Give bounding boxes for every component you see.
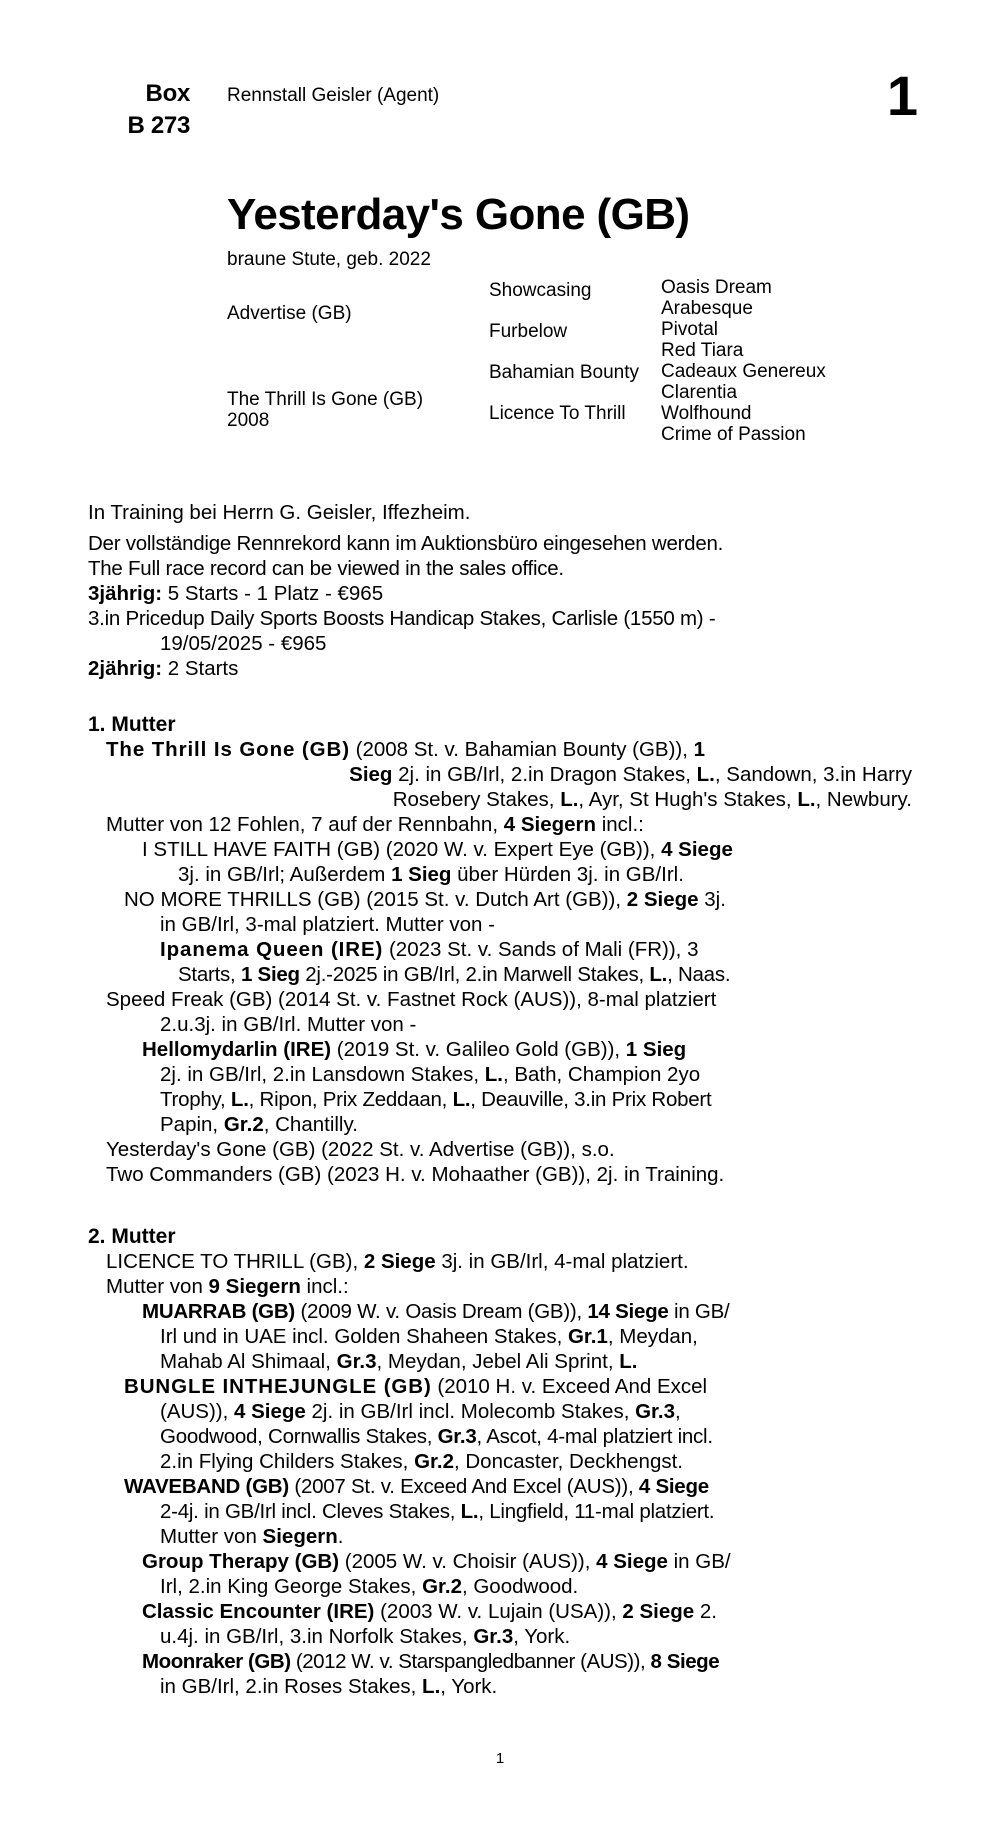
dam1-line4-a: Mutter von 12 Fohlen, 7 auf der Rennbahn, xyxy=(106,813,504,836)
dam1-winners-count: 4 Siegern xyxy=(503,813,597,836)
progeny-text: 2j.-2025 in GB/Irl, 2.in Marwell Stakes, xyxy=(299,963,650,986)
progeny-detail xyxy=(88,862,912,887)
dam2-name: LICENCE TO THRILL (GB), xyxy=(106,1250,364,1273)
progeny-detail xyxy=(88,1399,912,1424)
box-label: Box xyxy=(145,80,190,107)
dam2-name-line xyxy=(88,1249,912,1274)
dam1-name-line xyxy=(88,737,912,762)
pedigree-g3-3: Pivotal xyxy=(661,319,719,340)
progeny-text: , York. xyxy=(513,1625,571,1648)
progeny-wins: 4 Siege xyxy=(661,838,733,861)
progeny-listed: L. xyxy=(619,1350,638,1373)
dam1-wins-word: Sieg xyxy=(349,763,393,786)
progeny-text: Irl, 2.in King George Stakes, xyxy=(160,1575,423,1598)
progeny-wins: 8 Siege xyxy=(650,1650,720,1673)
progeny-detail xyxy=(88,1424,912,1449)
progeny-text: 2j. in GB/Irl incl. Molecomb Stakes, xyxy=(305,1400,636,1423)
progeny-item xyxy=(88,1299,912,1324)
progeny-text: , Goodwood. xyxy=(461,1575,579,1598)
progeny-listed: L. xyxy=(484,1063,503,1086)
dam1-line3-a: Rosebery Stakes, xyxy=(392,788,561,811)
progeny-text: NO MORE THRILLS (GB) (2015 St. v. Dutch Art (GB)), xyxy=(124,888,627,911)
dam1-listed-2: L. xyxy=(560,788,579,811)
page-header xyxy=(0,64,1000,160)
pedigree-dam-year: 2008 xyxy=(227,410,270,431)
box-number: B 273 xyxy=(127,112,190,139)
pedigree-g3-2: Arabesque xyxy=(661,298,753,319)
progeny-detail xyxy=(88,1324,912,1349)
progeny-text: . xyxy=(337,1525,344,1548)
progeny-text: , Lingfield, 11-mal platziert. xyxy=(478,1500,715,1523)
record-3yo-value: 5 Starts - 1 Platz - €965 xyxy=(162,582,384,605)
dam1-line4-b: incl.: xyxy=(596,813,644,836)
lot-number: 1 xyxy=(886,64,918,127)
progeny-wins: 4 Siege xyxy=(596,1550,668,1573)
progeny-wins: 1 Sieg xyxy=(240,963,300,986)
dam1-line2-b: , Sandown, 3.in Harry xyxy=(714,763,912,786)
progeny-text: Irl und in UAE incl. Golden Shaheen Stakes, xyxy=(160,1325,568,1348)
progeny-detail xyxy=(88,1112,912,1137)
pedigree-sire-dam: Furbelow xyxy=(489,321,568,342)
pedigree-g3-5: Cadeaux Genereux xyxy=(661,361,826,382)
progeny-wins: 1 Sieg xyxy=(625,1038,687,1061)
horse-description: braune Stute, geb. 2022 xyxy=(227,249,431,270)
progeny-text: (2007 St. v. Exceed And Excel (AUS)), xyxy=(288,1475,639,1498)
progeny-wins: 2 Siege xyxy=(626,888,699,911)
record-2yo xyxy=(88,656,912,681)
dam2-heading: 2. Mutter xyxy=(88,1225,176,1248)
record-note-en: The Full race record can be viewed in the sales office. xyxy=(88,557,564,580)
progeny-wins: 1 Sieg xyxy=(391,863,452,886)
race-record xyxy=(88,531,912,681)
dam2-text: Mutter von xyxy=(106,1275,209,1298)
record-3yo xyxy=(88,581,912,606)
dam1-heading: 1. Mutter xyxy=(88,713,176,736)
pedigree-dam-sire: Bahamian Bounty xyxy=(489,362,639,383)
progeny-text: in GB/ xyxy=(667,1550,731,1573)
dam1-wins-count: 1 xyxy=(693,738,706,761)
progeny-text: (2003 W. v. Lujain (USA)), xyxy=(374,1600,623,1623)
pedigree-dam-dam: Licence To Thrill xyxy=(489,403,626,424)
progeny-text: , Naas. xyxy=(667,963,731,986)
progeny-name: WAVEBAND (GB) xyxy=(124,1475,289,1498)
dam1-line3-b: , Ayr, St Hugh's Stakes, xyxy=(578,788,798,811)
dam1-section xyxy=(88,713,912,1187)
progeny-item xyxy=(88,1649,912,1674)
progeny-text: , Ripon, Prix Zeddaan, xyxy=(248,1088,453,1111)
progeny-item: Speed Freak (GB) (2014 St. v. Fastnet Rock (AUS)), 8-mal platziert xyxy=(106,988,717,1011)
progeny-group: Gr.3 xyxy=(473,1625,514,1648)
progeny-detail xyxy=(88,1624,912,1649)
progeny-listed: L. xyxy=(460,1500,479,1523)
progeny-text: , Deauville, 3.in Prix Robert xyxy=(470,1088,712,1111)
progeny-listed: L. xyxy=(649,963,668,986)
progeny-text: in GB/Irl, 2.in Roses Stakes, xyxy=(160,1675,423,1698)
progeny-text: (2010 H. v. Exceed And Excel xyxy=(431,1375,708,1398)
progeny-group: Gr.3 xyxy=(437,1425,477,1448)
dam2-text: incl.: xyxy=(300,1275,349,1298)
pedigree-g3-7: Wolfhound xyxy=(661,403,752,424)
progeny-text: 2.in Flying Childers Stakes, xyxy=(160,1450,415,1473)
progeny-detail: in GB/Irl, 3-mal platziert. Mutter von - xyxy=(160,913,495,936)
progeny-text: (2019 St. v. Galileo Gold (GB)), xyxy=(331,1038,626,1061)
progeny-text: 2-4j. in GB/Irl incl. Cleves Stakes, xyxy=(160,1500,461,1523)
dam1-line-4 xyxy=(88,812,912,837)
dam1-line2-a: 2j. in GB/Irl, 2.in Dragon Stakes, xyxy=(392,763,697,786)
pedigree-sire: Advertise (GB) xyxy=(227,303,352,324)
progeny-item xyxy=(88,1549,912,1574)
progeny-text: (2005 W. v. Choisir (AUS)), xyxy=(339,1550,597,1573)
progeny-item xyxy=(88,937,912,962)
pedigree-g3-1: Oasis Dream xyxy=(661,277,772,298)
progeny-group: Gr.2 xyxy=(422,1575,462,1598)
progeny-text: u.4j. in GB/Irl, 3.in Norfolk Stakes, xyxy=(160,1625,474,1648)
progeny-text: , Meydan, Jebel Ali Sprint, xyxy=(376,1350,620,1373)
progeny-text: I STILL HAVE FAITH (GB) (2020 W. v. Expert Eye (GB)), xyxy=(142,838,662,861)
dam2-section xyxy=(88,1225,912,1699)
progeny-text: , xyxy=(674,1400,681,1423)
progeny-text: (2023 St. v. Sands of Mali (FR)), 3 xyxy=(383,938,699,961)
progeny-text: Papin, xyxy=(160,1113,224,1136)
progeny-name: Group Therapy (GB) xyxy=(142,1550,340,1573)
progeny-name: Ipanema Queen (IRE) xyxy=(160,938,384,961)
progeny-detail: 2.u.3j. in GB/Irl. Mutter von - xyxy=(160,1013,417,1036)
dam2-winners-count: 9 Siegern xyxy=(208,1275,301,1298)
progeny-group: Gr.2 xyxy=(223,1113,264,1136)
progeny-detail xyxy=(88,1499,912,1524)
progeny-detail xyxy=(88,1449,912,1474)
progeny-text: Mahab Al Shimaal, xyxy=(160,1350,337,1373)
progeny-listed: L. xyxy=(452,1088,471,1111)
progeny-text: , Chantilly. xyxy=(263,1113,358,1136)
dam2-text: 3j. in GB/Irl, 4-mal platziert. xyxy=(435,1250,689,1273)
pedigree-g3-8: Crime of Passion xyxy=(661,424,806,445)
progeny-text: , Doncaster, Deckhengst. xyxy=(453,1450,684,1473)
record-2yo-label: 2jährig: xyxy=(88,657,163,680)
progeny-name: Hellomydarlin (IRE) xyxy=(142,1038,332,1061)
progeny-text: Mutter von xyxy=(160,1525,263,1548)
dam1-name-rest: (2008 St. v. Bahamian Bounty (GB)), xyxy=(349,738,694,761)
progeny-detail xyxy=(88,962,912,987)
training-note-text: In Training bei Herrn G. Geisler, Iffezheim. xyxy=(88,501,471,524)
consignor-name: Rennstall Geisler (Agent) xyxy=(227,85,440,106)
progeny-item xyxy=(88,837,912,862)
record-note-de: Der vollständige Rennrekord kann im Auktionsbüro eingesehen werden. xyxy=(88,532,724,555)
progeny-text: 3j. in GB/Irl; Außerdem xyxy=(178,863,392,886)
progeny-detail xyxy=(88,1674,912,1699)
progeny-text: 2j. in GB/Irl, 2.in Lansdown Stakes, xyxy=(160,1063,485,1086)
progeny-listed: L. xyxy=(230,1088,249,1111)
dam1-line3-c: , Newbury. xyxy=(815,788,912,811)
progeny-detail xyxy=(88,1524,912,1549)
page-title: Yesterday's Gone (GB) xyxy=(227,190,690,239)
pedigree-g3-6: Clarentia xyxy=(661,382,738,403)
progeny-text: Goodwood, Cornwallis Stakes, xyxy=(160,1425,438,1448)
dam1-line-2 xyxy=(88,762,912,787)
progeny-text: , York. xyxy=(440,1675,498,1698)
progeny-item: Two Commanders (GB) (2023 H. v. Mohaather (GB)), 2j. in Training. xyxy=(106,1163,725,1186)
dam1-line-3 xyxy=(88,787,912,812)
progeny-listed: L. xyxy=(422,1675,441,1698)
progeny-name: MUARRAB (GB) xyxy=(142,1300,296,1323)
progeny-item xyxy=(88,1374,912,1399)
pedigree-g3-4: Red Tiara xyxy=(661,340,744,361)
progeny-item xyxy=(88,1037,912,1062)
page-footer: 1 xyxy=(495,1750,505,1767)
pedigree-dam: The Thrill Is Gone (GB) xyxy=(227,389,424,410)
record-3yo-label: 3jährig: xyxy=(88,582,163,605)
progeny-text: Starts, xyxy=(178,963,241,986)
progeny-detail xyxy=(88,1062,912,1087)
progeny-detail xyxy=(88,1349,912,1374)
progeny-text: (2009 W. v. Oasis Dream (GB)), xyxy=(295,1300,588,1323)
progeny-text: , Meydan, xyxy=(607,1325,698,1348)
progeny-winners: Siegern xyxy=(262,1525,338,1548)
progeny-group: Gr.1 xyxy=(567,1325,608,1348)
progeny-wins: 2 Siege xyxy=(622,1600,695,1623)
record-2yo-value: 2 Starts xyxy=(162,657,239,680)
progeny-detail xyxy=(88,1087,912,1112)
progeny-text: in GB/ xyxy=(668,1300,730,1323)
progeny-item xyxy=(88,1474,912,1499)
progeny-text: (2012 W. v. Starspangledbanner (AUS)), xyxy=(290,1650,651,1673)
progeny-text: 2. xyxy=(694,1600,717,1623)
training-note xyxy=(88,500,912,525)
progeny-text: über Hürden 3j. in GB/Irl. xyxy=(451,863,684,886)
progeny-name: Moonraker (GB) xyxy=(142,1650,291,1673)
progeny-wins: 14 Siege xyxy=(587,1300,669,1323)
record-3yo-detail-1: 3.in Pricedup Daily Sports Boosts Handicap Stakes, Carlisle (1550 m) - xyxy=(88,607,716,630)
dam1-name: The Thrill Is Gone (GB) xyxy=(106,738,350,761)
progeny-group: Gr.2 xyxy=(414,1450,454,1473)
dam1-listed-1: L. xyxy=(696,763,715,786)
pedigree-sire-sire: Showcasing xyxy=(489,280,592,301)
dam1-listed-3: L. xyxy=(797,788,816,811)
progeny-name: Classic Encounter (IRE) xyxy=(142,1600,375,1623)
dam2-line-2 xyxy=(88,1274,912,1299)
progeny-group: Gr.3 xyxy=(336,1350,377,1373)
progeny-wins: 4 Siege xyxy=(234,1400,306,1423)
progeny-group: Gr.3 xyxy=(635,1400,675,1423)
progeny-text: , Bath, Champion 2yo xyxy=(502,1063,701,1086)
progeny-item: Yesterday's Gone (GB) (2022 St. v. Advertise (GB)), s.o. xyxy=(106,1138,615,1161)
progeny-name: BUNGLE INTHEJUNGLE (GB) xyxy=(124,1375,432,1398)
progeny-detail xyxy=(88,1574,912,1599)
progeny-item xyxy=(88,887,912,912)
progeny-text: Trophy, xyxy=(160,1088,231,1111)
progeny-item xyxy=(88,1599,912,1624)
record-3yo-detail-2: 19/05/2025 - €965 xyxy=(160,632,327,655)
progeny-text: 3j. xyxy=(698,888,726,911)
progeny-text: , Ascot, 4-mal platziert incl. xyxy=(476,1425,713,1448)
progeny-wins: 4 Siege xyxy=(638,1475,709,1498)
progeny-text: (AUS)), xyxy=(160,1400,235,1423)
dam2-wins: 2 Siege xyxy=(363,1250,436,1273)
